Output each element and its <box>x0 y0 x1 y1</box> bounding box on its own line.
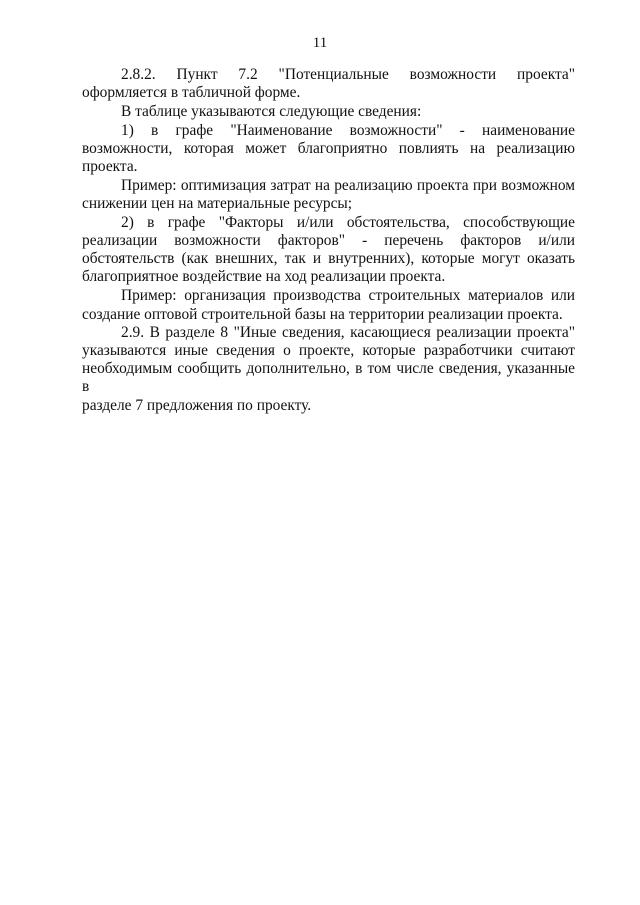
paragraph-line: необходимым сообщить дополнительно, в том числе сведения, указанные в <box>82 360 575 396</box>
paragraph-example-2 <box>82 287 575 305</box>
paragraph-example-2-continuation <box>82 306 575 324</box>
paragraph-line: оформляется в табличной форме. <box>82 84 301 102</box>
paragraph-item-2-continuation <box>82 232 575 287</box>
paragraph-2-8-2-continuation <box>82 84 575 102</box>
paragraph-line: разделе 7 предложения по проекту. <box>82 396 312 414</box>
paragraph-line: указываются иные сведения о проекте, которые разработчики считают <box>82 342 575 360</box>
paragraph-table-intro <box>82 103 575 121</box>
paragraph-line: благоприятное воздействие на ход реализации проекта. <box>82 268 446 286</box>
paragraph-line: создание оптовой строительной базы на территории реализации проекта. <box>82 305 563 323</box>
paragraph-2-9-continuation <box>82 342 575 415</box>
paragraph-line: реализации возможности факторов" - перечень факторов и/или <box>82 231 575 249</box>
paragraph-line: возможности, которая может благоприятно повлиять на реализацию <box>82 139 575 157</box>
page-number: 11 <box>312 35 328 51</box>
paragraph-item-1-continuation <box>82 140 575 176</box>
paragraph-line: обстоятельств (как внешних, так и внутренних), которые могут оказать <box>82 250 575 268</box>
paragraph-line: 1) в графе "Наименование возможности" - наименование <box>121 121 575 139</box>
paragraph-line: снижении цен на материальные ресурсы; <box>82 195 353 213</box>
paragraph-example-1-continuation <box>82 195 575 213</box>
paragraph-item-2 <box>82 214 575 232</box>
paragraph-example-1 <box>82 177 575 195</box>
document-body <box>82 66 575 415</box>
paragraph-2-8-2 <box>82 66 575 84</box>
paragraph-line: Пример: организация производства строительных материалов или <box>121 287 575 305</box>
paragraph-2-9 <box>82 324 575 342</box>
paragraph-line: 2) в графе "Факторы и/или обстоятельства, способствующие <box>121 213 575 231</box>
paragraph-item-1 <box>82 122 575 140</box>
paragraph-line: Пример: оптимизация затрат на реализацию проекта при возможном <box>121 177 575 195</box>
paragraph-line: 2.8.2. Пункт 7.2 "Потенциальные возможности проекта" <box>121 66 575 83</box>
paragraph-line: 2.9. В разделе 8 "Иные сведения, касающиеся реализации проекта" <box>121 323 575 341</box>
paragraph-line: проекта. <box>82 158 138 176</box>
paragraph-line: В таблице указываются следующие сведения: <box>121 103 422 121</box>
